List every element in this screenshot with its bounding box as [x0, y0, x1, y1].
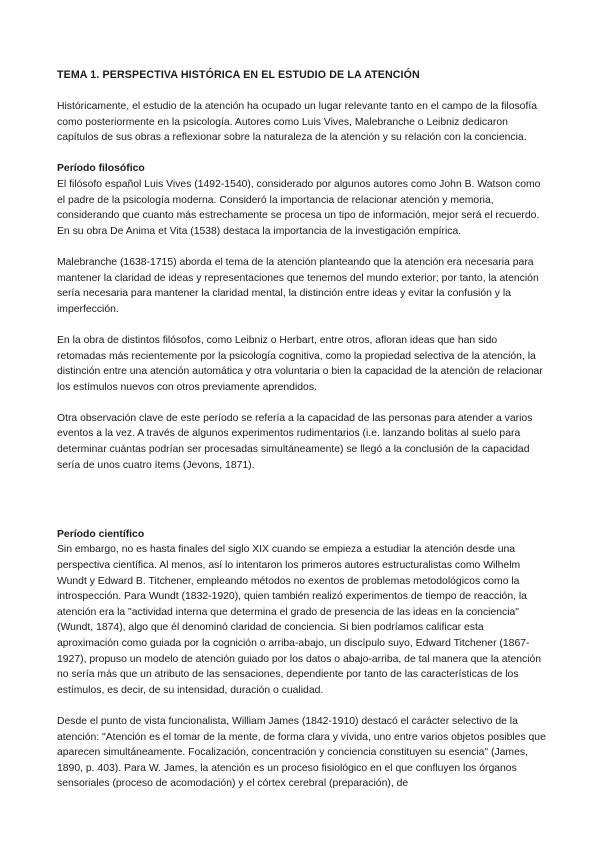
- paragraph: Sin embargo, no es hasta finales del siglo XIX cuando se empieza a estudiar la atención desde una perspectiva científica. Al menos, así lo intentaron los primeros autores estructuralistas como Wilhelm Wundt y Edward B. Titchener, empleando métodos no exentos de problemas metodológicos como la introspección. Para Wundt (1832-1920), quien también realizó experimentos de tiempo de reacción, la atención era la "actividad interna que determina el grado de presencia de las ideas en la conciencia" (Wundt, 1874), algo que él denominó claridad de conciencia. Si bien podríamos calificar esta aproximación como guiada por la cognición o arriba-abajo, un discípulo suyo, Edward Titchener (1867-1927), propuso un modelo de atención guiado por los datos o abajo-arriba, de tal manera que la atención no sería más que un atributo de las sensaciones, dependiente por tanto de las características de los estímulos, es decir, de su intensidad, duración o cualidad.: [57, 544, 542, 696]
- section-periodo-filosofico: [57, 161, 546, 473]
- section-spacer: [57, 489, 546, 527]
- paragraph: En la obra de distintos filósofos, como Leibniz o Herbart, entre otros, afloran ideas que han sido retomadas más recientemente por la psicología cognitiva, como la propiedad selectiva de la atención, la distinción entre una atención automática y otra voluntaria o bien la capacidad de la atención de relacionar los estímulos nuevos con otros previamente aprendidos.: [57, 334, 543, 393]
- intro-paragraph: Históricamente, el estudio de la atención ha ocupado un lugar relevante tanto en el campo de la filosofía como posteriormente en la psicología. Autores como Luis Vives, Malebranche o Leibniz dedicaron capítulos de sus obras a reflexionar sobre la naturaleza de la atención y su relación con la conciencia.: [57, 101, 538, 144]
- paragraph: Desde el punto de vista funcionalista, William James (1842-1910) destacó el carácter selectivo de la atención: "Atención es el tomar de la mente, de forma clara y vívida, uno entre varios objetos posibles que aparecen simultáneamente. Focalización, concentración y conciencia constituyen su esencia" (James, 1890, p. 403). Para W. James, la atención es un proceso fisiológico en el que confluyen los órganos sensoriales (proceso de acomodación) y el córtex cerebral (preparación), de: [57, 715, 546, 790]
- section-heading: Período científico: [57, 528, 145, 540]
- document-title: TEMA 1. PERSPECTIVA HISTÓRICA EN EL ESTUDIO DE LA ATENCIÓN: [57, 69, 420, 81]
- paragraph: Malebranche (1638-1715) aborda el tema de la atención planteando que la atención era necesaria para mantener la claridad de ideas y representaciones que tenemos del mundo exterior; por tanto, la atención sería necesaria para mantener la claridad mental, la distinción entre ideas y evitar la confusión y la imperfección.: [57, 256, 539, 315]
- paragraph: El filósofo español Luis Vives (1492-1540), considerado por algunos autores como John B. Watson como el padre de la psicología moderna. Consideró la importancia de relacionar atención y memoria, considerando que cuanto más estrechamente se procesa un tipo de información, mejor será el recuerdo. En su obra De Anima et Vita (1538) destaca la importancia de la investigación empírica.: [57, 178, 541, 237]
- paragraph: Otra observación clave de este período se refería a la capacidad de las personas para atender a varios eventos a la vez. A través de algunos experimentos rudimentarios (i.e. lanzando bolitas al suelo para determinar cuántas podrían ser procesadas simultáneamente) se llegó a la conclusión de la capacidad sería de unos cuatro ítems (Jevons, 1871).: [57, 412, 533, 471]
- section-heading: Período filosófico: [57, 163, 145, 175]
- section-periodo-cientifico: [57, 527, 546, 792]
